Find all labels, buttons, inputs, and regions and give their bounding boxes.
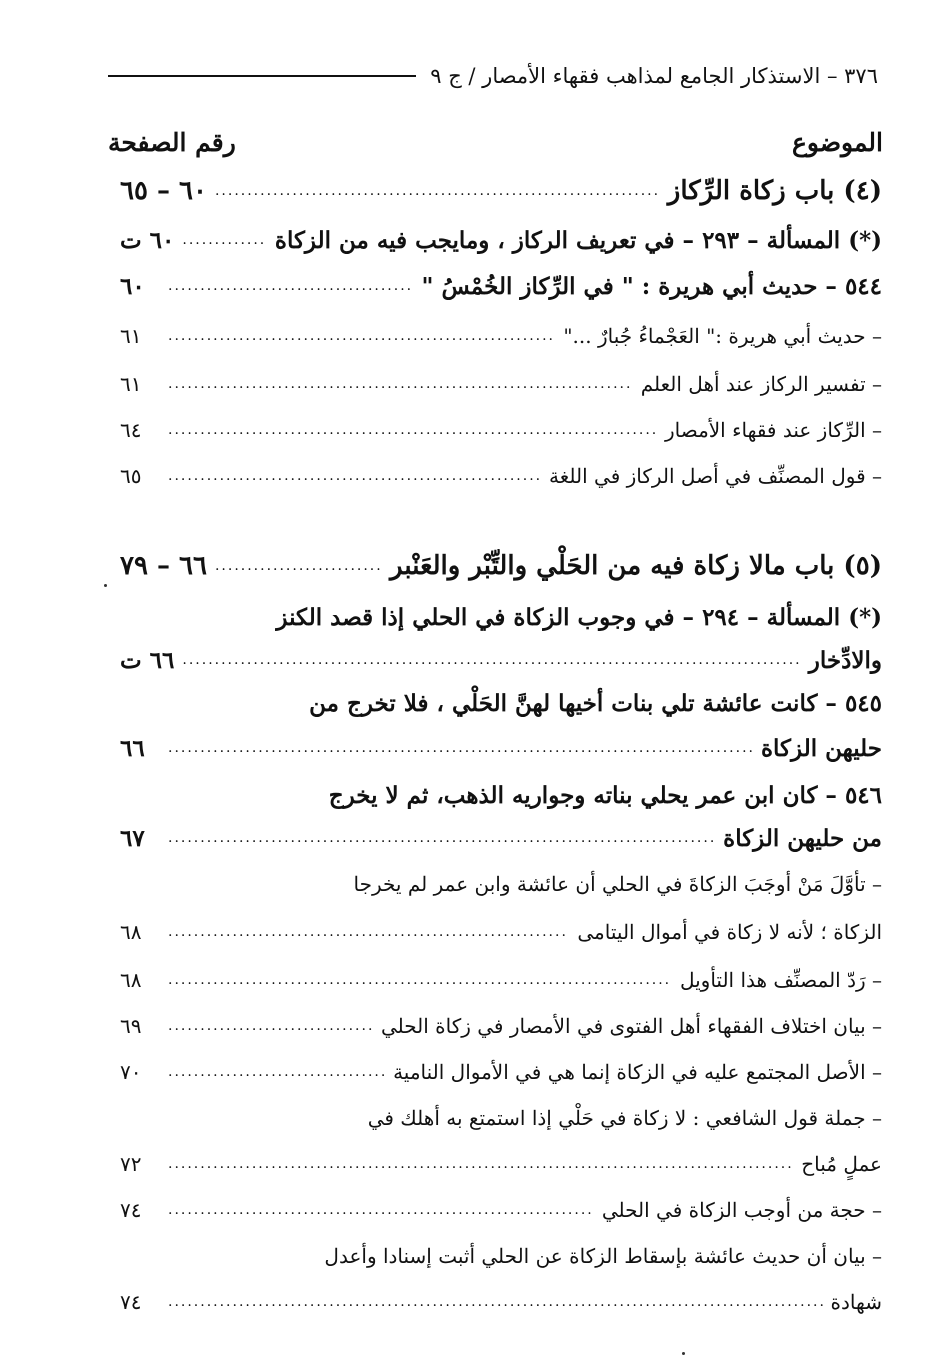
entry-page: ٦٦ – ٧٩ — [120, 551, 207, 581]
entry-text: – الرِّكاز عند فقهاء الأمصار — [664, 418, 882, 442]
print-speck — [682, 1352, 685, 1355]
entry-text: الزكاة ؛ لأنه لا زكاة في أموال اليتامى — [577, 920, 882, 944]
leader-dots — [215, 558, 382, 574]
entry-text: – الأصل المجتمع عليه في الزكاة إنما هي في الأموال النامية — [393, 1060, 882, 1084]
entry-page: ٦١ — [120, 324, 142, 348]
leader-dots — [168, 972, 672, 988]
leader-dots — [168, 328, 555, 344]
leader-dots — [215, 183, 660, 199]
leader-dots — [168, 1064, 385, 1080]
toc-entry — [120, 1282, 941, 1322]
entry-page: ٦٦ ت — [120, 646, 175, 674]
toc-entry — [120, 410, 940, 450]
leader-dots — [168, 1294, 823, 1310]
entry-page: ٦٥ — [120, 464, 142, 488]
entry-text: (٥) باب مالا زكاة فيه من الحَلْي والتِّبْر والعَنْبر — [390, 551, 882, 581]
toc-entry-section-4 — [120, 170, 882, 212]
entry-page: ٦٧ — [120, 824, 145, 852]
toc-entry-issue-294 — [120, 640, 932, 680]
leader-dots — [168, 924, 569, 940]
header-title: ٣٧٦ – الاستذكار الجامع لمذاهب فقهاء الأمصار / ج ٩ — [430, 64, 878, 88]
toc-entry — [120, 1190, 940, 1230]
toc-entry — [120, 1144, 941, 1184]
leader-dots — [168, 740, 753, 756]
toc-entry — [120, 456, 940, 496]
leader-dots — [168, 1156, 793, 1172]
entry-page: ٦٤ — [120, 418, 142, 442]
toc-entry-hadith-544 — [120, 266, 882, 306]
leader-dots — [182, 232, 267, 248]
running-header — [108, 58, 878, 94]
entry-text: – تفسير الركاز عند أهل العلم — [640, 372, 882, 396]
entry-text: – رَدّ المصنِّف هذا التأويل — [679, 968, 882, 992]
entry-first-line: (*) المسألة – ٢٩٤ – في وجوب الزكاة في الحلي إذا قصد الكنز — [276, 604, 882, 631]
leader-dots — [168, 1018, 373, 1034]
toc-entry — [120, 1006, 940, 1046]
entry-text: شهادة — [830, 1290, 882, 1314]
entry-text: من حليهن الزكاة — [723, 824, 882, 852]
leader-dots — [168, 830, 715, 846]
entry-first-line: – تأوَّلَ مَنْ أوجَبَ الزكاةَ في الحلي أن عائشة وابن عمر لم يخرجا — [353, 872, 882, 896]
entry-page: ٦٩ — [120, 1014, 142, 1038]
toc-entry — [120, 960, 940, 1000]
toc-entry-hadith-545 — [120, 728, 932, 768]
entry-page: ٦٠ ت — [120, 226, 175, 254]
entry-text: عملٍ مُباح — [801, 1152, 882, 1176]
toc-entry — [120, 364, 940, 404]
entry-first-line: – جملة قول الشافعي : لا زكاة في حَلْي إذا استمتع به أهلك في — [367, 1106, 882, 1130]
entry-first-line: ٥٤٥ – كانت عائشة تلي بنات أخيها لهنَّ الحَلْي ، فلا تخرج من — [309, 690, 882, 717]
entry-text: ٥٤٤ – حديث أبي هريرة : " في الرِّكاز الخُمْسُ " — [421, 272, 882, 300]
entry-text: (٤) باب زكاة الرِّكاز — [667, 176, 882, 206]
entry-text: – قول المصنِّف في أصل الركاز في اللغة — [549, 464, 882, 488]
entry-text: (*) المسألة – ٢٩٣ – في تعريف الركاز ، ومايجب فيه من الزكاة — [274, 226, 882, 254]
leader-dots — [168, 278, 414, 294]
entry-page: ٧٤ — [120, 1290, 142, 1314]
leader-dots — [168, 1202, 594, 1218]
entry-text: – حجة من أوجب الزكاة في الحلي — [601, 1198, 882, 1222]
entry-text: – حديث أبي هريرة :" العَجْماءُ جُبارٌ ..." — [563, 324, 882, 348]
toc-entry-issue-293 — [120, 220, 882, 260]
entry-text: والادِّخار — [808, 646, 882, 674]
topic-heading: الموضوع — [792, 127, 883, 157]
entry-page: ٦٨ — [120, 920, 142, 944]
toc-entry — [120, 1052, 940, 1092]
entry-first-line: – بيان أن حديث عائشة بإسقاط الزكاة عن الحلي أثبت إسنادا وأعدل — [324, 1244, 882, 1268]
entry-text: – بيان اختلاف الفقهاء أهل الفتوى في الأمصار في زكاة الحلي — [380, 1014, 882, 1038]
leader-dots — [168, 468, 541, 484]
print-speck — [104, 584, 107, 587]
entry-page: ٦٠ — [120, 272, 145, 300]
toc-entry-section-5 — [120, 544, 882, 588]
entry-page: ٦١ — [120, 372, 142, 396]
entry-page: ٦٨ — [120, 968, 142, 992]
entry-page: ٦٦ — [120, 734, 145, 762]
entry-text: حليهن الزكاة — [761, 734, 882, 762]
leader-dots — [182, 652, 800, 668]
toc-entry — [120, 912, 941, 952]
entry-page: ٧٢ — [120, 1152, 142, 1176]
entry-first-line: ٥٤٦ – كان ابن عمر يحلي بناته وجواريه الذهب، ثم لا يخرج — [328, 782, 882, 809]
page-number-heading: رقم الصفحة — [108, 127, 236, 157]
leader-dots — [168, 376, 633, 392]
entry-page: ٦٠ – ٦٥ — [120, 176, 207, 206]
toc-entry-hadith-546 — [120, 818, 932, 858]
column-headings — [108, 118, 883, 166]
toc-entry — [120, 316, 940, 356]
header-rule — [108, 75, 416, 77]
entry-page: ٧٤ — [120, 1198, 142, 1222]
leader-dots — [168, 422, 657, 438]
entry-page: ٧٠ — [120, 1060, 142, 1084]
